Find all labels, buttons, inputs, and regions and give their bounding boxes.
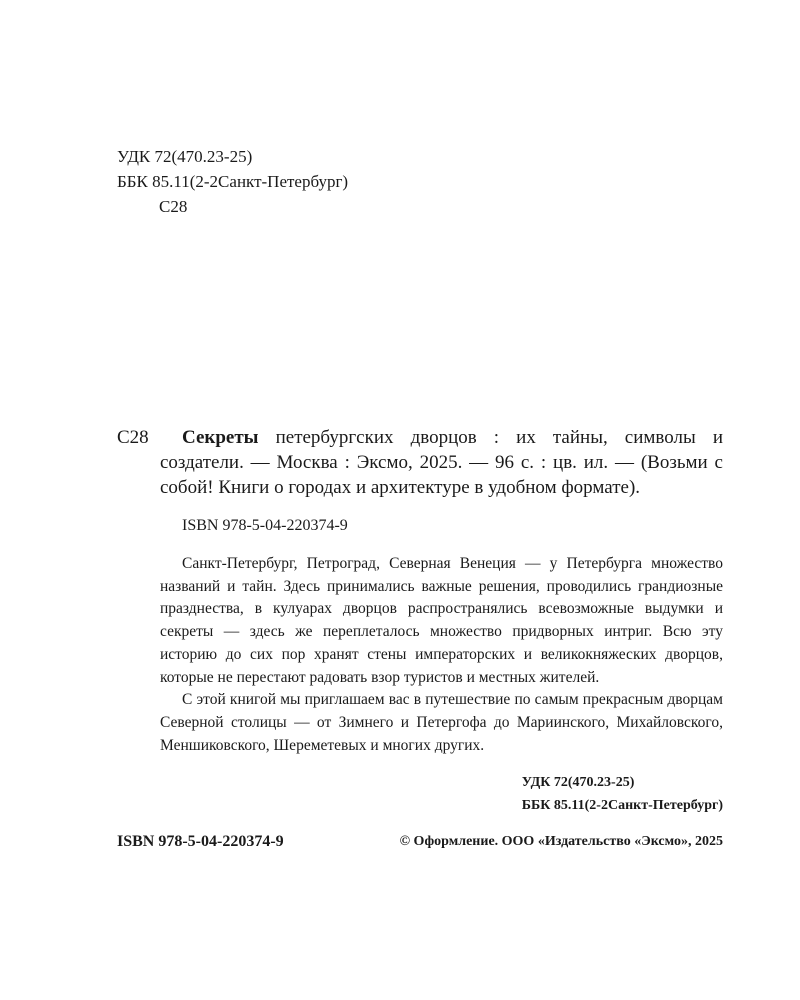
entry-description [160,425,723,500]
footer-isbn: ISBN 978-5-04-220374-9 [117,833,284,850]
udk-code: УДК 72(470.23-25) [521,775,635,790]
udk-code: УДК 72(470.23-25) [117,147,253,166]
copyright-notice: © Оформление. ООО «Издательство «Эксмо», 2025 [399,834,723,849]
entry-author-mark: С28 [117,427,149,448]
author-mark: С28 [159,197,188,216]
abstract [160,553,723,757]
classification-bottom [522,771,723,817]
abstract-paragraph: С этой книгой мы приглашаем вас в путешествие по самым прекрасным дворцам Северной столицы — от Зимнего и Петергофа до Мариинского, Михайловского, Меншиковского, Шереметевых и многих других. [160,691,723,754]
bbk-code: ББК 85.11(2-2Санкт-Петербург) [521,798,723,813]
bbk-code: ББК 85.11(2-2Санкт-Петербург) [117,172,349,191]
bibliographic-entry [160,425,723,500]
classification-top [117,144,348,219]
entry-title-bold: Секреты [182,427,259,448]
abstract-paragraph: Санкт-Петербург, Петроград, Северная Венеция — у Петербурга множество названий и тайн. Здесь принимались важные решения, проводились грандиозные празднества, в кулуарах дворцов распространялись всевозможные выдумки и секреты — здесь же переплеталось множество придворных интриг. Всю эту историю до сих пор хранят стены императорских и великокняжеских дворцов, которые не перестают радовать взор туристов и местных жителей. [160,555,723,686]
entry-title-rest: петербургских дворцов : их тайны, символы и создатели. — Москва : Эксмо, 2025. — 96 с. : цв. ил. — (Возьми с собой! Книги о городах и архитектуре в удобном формате). [160,427,723,498]
entry-isbn: ISBN 978-5-04-220374-9 [182,517,348,534]
